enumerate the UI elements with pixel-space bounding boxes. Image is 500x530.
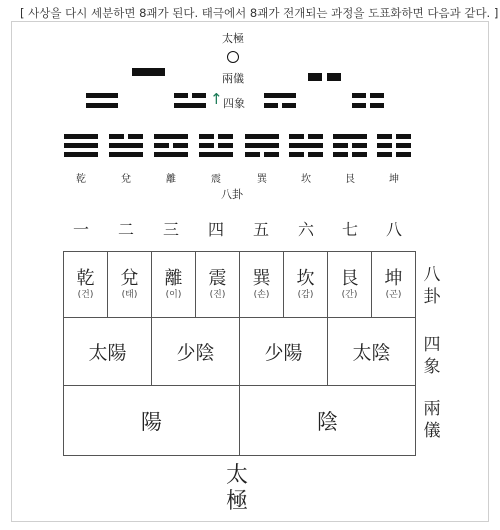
gua-cell-gen: 艮 (간) xyxy=(328,252,372,318)
side-label-sixiang: 四 象 xyxy=(423,335,441,377)
trigram-name-xun: 巽 xyxy=(257,174,267,185)
sixiang-cell-shaoyin: 少陰 xyxy=(152,318,240,386)
gua-cell-qian: 乾 (건) xyxy=(64,252,108,318)
trigram-name-zhen: 震 xyxy=(211,174,221,185)
gua-cell-xun: 巽 (손) xyxy=(240,252,284,318)
trigram-name-kan: 坎 xyxy=(301,174,311,185)
side-label-bagua: 八 卦 xyxy=(423,265,441,307)
liangyi-label: 兩儀 xyxy=(222,72,244,85)
trigram-name-li: 離 xyxy=(166,174,176,185)
gua-cell-dui: 兌 (태) xyxy=(108,252,152,318)
sixiang-label: 四象 xyxy=(223,97,245,110)
yang-line xyxy=(132,68,165,76)
arrow-up-icon: ↑ xyxy=(210,90,223,108)
number-6: 六 xyxy=(297,220,314,239)
number-5: 五 xyxy=(252,220,269,239)
number-2: 二 xyxy=(117,220,134,239)
liangyi-row xyxy=(64,386,416,456)
yin-line-left xyxy=(308,73,322,81)
number-4: 四 xyxy=(207,220,224,239)
hierarchy-table xyxy=(63,251,416,456)
liangyi-cell-yin: 陰 xyxy=(240,386,416,456)
bottom-taiji-label: 太 極 xyxy=(225,463,248,514)
caption: [ 사상을 다시 세분하면 8괘가 된다. 태극에서 8괘가 전개되는 과정을 도표화하면 다음과 같다. ] xyxy=(20,6,499,20)
gua-cell-zhen: 震 (진) xyxy=(196,252,240,318)
gua-cell-li: 離 (이) xyxy=(152,252,196,318)
sixiang-row xyxy=(64,318,416,386)
gua-cell-kan: 坎 (감) xyxy=(284,252,328,318)
gua-cell-kun: 坤 (곤) xyxy=(372,252,416,318)
bagua-label: 八卦 xyxy=(221,188,243,201)
trigram-name-dui: 兌 xyxy=(121,174,131,185)
trigram-name-kun: 坤 xyxy=(389,174,399,185)
liangyi-cell-yang: 陽 xyxy=(64,386,240,456)
number-1: 一 xyxy=(72,220,89,239)
number-8: 八 xyxy=(385,220,402,239)
trigram-name-gen: 艮 xyxy=(345,174,355,185)
side-label-liangyi: 兩 儀 xyxy=(423,399,441,441)
yin-line-right xyxy=(327,73,341,81)
sixiang-cell-shaoyang: 少陽 xyxy=(240,318,328,386)
taiji-label: 太極 xyxy=(222,32,244,45)
taiji-circle xyxy=(227,51,239,63)
number-7: 七 xyxy=(341,220,358,239)
sixiang-cell-taiyin: 太陰 xyxy=(328,318,416,386)
number-3: 三 xyxy=(162,220,179,239)
sixiang-cell-taiyang: 太陽 xyxy=(64,318,152,386)
bagua-row xyxy=(64,252,416,318)
trigram-name-qian: 乾 xyxy=(76,174,86,185)
